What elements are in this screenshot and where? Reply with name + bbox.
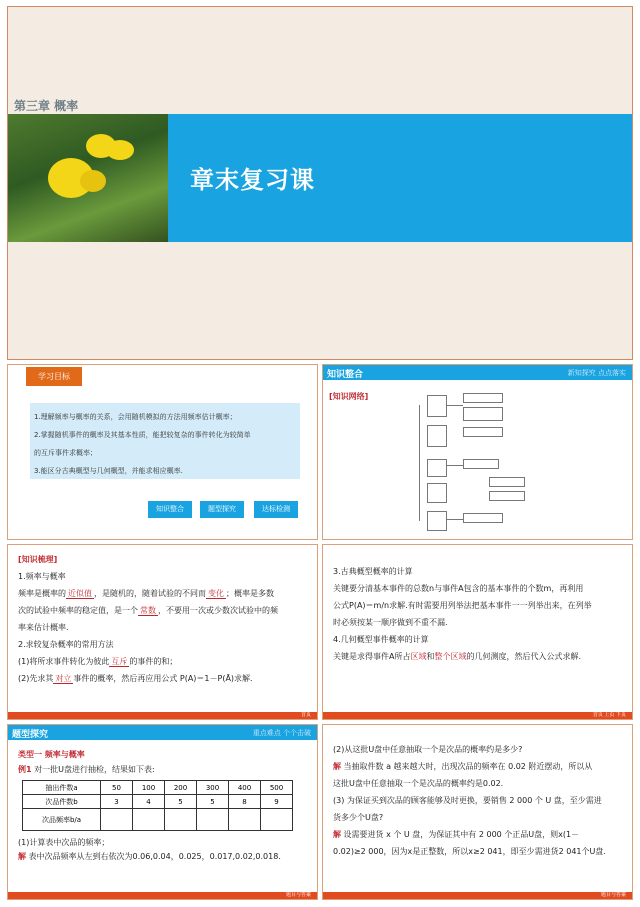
- footer-bar: [8, 712, 317, 719]
- goal-item: 1.理解频率与概率的关系，会用随机模拟的方法用频率估计概率；: [34, 413, 237, 421]
- section-bar: [323, 365, 632, 380]
- heading-3: 3.古典概型概率的计算: [333, 567, 413, 576]
- answer-3-line: 解 设需要进货 x 个 U 盘，为保证其中有 2 000 个正品U盘，则x(1－: [333, 830, 580, 839]
- knowledge-network-slide: [322, 364, 633, 540]
- answer-2-line: 这批U盘中任意抽取一个是次品的概率约是0.02.: [333, 779, 504, 788]
- section-bar: [8, 725, 317, 740]
- paragraph-line: 时必须按某一顺序做到不重不漏.: [333, 618, 448, 627]
- paragraph-line: (1)将所求事件转化为彼此 互斥 的事件的和；: [18, 657, 178, 666]
- title-band: [168, 114, 633, 242]
- footer-bar: [8, 892, 317, 899]
- heading-4: 4.几何概型事件概率的计算: [333, 635, 429, 644]
- table-row: 次品频率b/a: [23, 809, 293, 831]
- bar-subtitle: 新知探究 点点落实: [567, 369, 626, 377]
- summary-label: [知识梳理]: [18, 555, 58, 564]
- goal-item: 3.能区分古典概型与几何概型，并能求相应概率.: [34, 467, 183, 475]
- question-3-line: 货多少个U盘?: [333, 813, 384, 822]
- table-row: 抽出件数a 50 100 200 300 400 500: [23, 781, 293, 795]
- paragraph-line: 公式P(A)＝m/n求解.有时需要用列举法把基本事件一一列举出来，在列举: [333, 601, 592, 610]
- paragraph-line: 次的试验中频率的稳定值，是一个 常数 ，不要用一次或少数次试验中的频: [18, 606, 278, 615]
- example-text: 例1 对一批U盘进行抽检，结果如下表:: [18, 765, 155, 774]
- table-row: 次品件数b 3 4 5 5 8 9: [23, 795, 293, 809]
- flower-photo: [8, 114, 168, 242]
- test-button[interactable]: 达标检测: [254, 501, 298, 518]
- bar-title: 知识整合: [327, 370, 364, 380]
- knowledge-summary-slide: [7, 544, 318, 720]
- answer-2-line: 解 当抽取件数 a 越来越大时，出现次品的频率在 0.02 附近摆动，所以从: [333, 762, 593, 771]
- chapter-label: 第三章 概率: [14, 99, 79, 113]
- footer-nav[interactable]: 首页: [300, 712, 311, 718]
- goal-item: 2.掌握随机事件的概率及其基本性质，能把较复杂的事件转化为较简单: [34, 431, 251, 439]
- goals-slide: [7, 364, 318, 540]
- footer-nav[interactable]: 题目与答案: [285, 892, 311, 898]
- paragraph-line: 关键要分清基本事件的总数n与事件A包含的基本事件的个数m，再利用: [333, 584, 584, 593]
- question-1: (1)计算表中次品的频率；: [18, 838, 110, 847]
- data-table: [22, 780, 293, 831]
- paragraph-line: 频率是概率的 近似值 ，是随机的，随着试验的不同而 变化 ；概率是多数: [18, 589, 274, 598]
- question-2: (2)从这批U盘中任意抽取一个是次品的概率约是多少?: [333, 745, 523, 754]
- bar-title: 题型探究: [12, 730, 49, 740]
- title-slide: [7, 6, 633, 360]
- bar-subtitle: 重点难点 个个击破: [252, 729, 311, 737]
- goals-box: [30, 403, 300, 479]
- heading-2: 2.求较复杂概率的常用方法: [18, 640, 114, 649]
- slide-title: 章末复习课: [190, 166, 315, 194]
- answer-1: 解 表中次品频率从左到右依次为0.06,0.04，0.025，0.017,0.02,0.018.: [18, 852, 281, 861]
- type-heading: 类型一 频率与概率: [18, 750, 85, 759]
- paragraph-line: (2)先求其 对立 事件的概率，然后再应用公式 P(A)＝1－P(Ā)求解.: [18, 674, 253, 683]
- classical-probability-slide: [322, 544, 633, 720]
- footer-bar: [323, 712, 632, 719]
- paragraph-line: 率来估计概率.: [18, 623, 69, 632]
- footer-nav[interactable]: 题目与答案: [600, 892, 626, 898]
- footer-bar: [323, 892, 632, 899]
- paragraph-line: 关键是求得事件A所占区域和整个区域的几何测度，然后代入公式求解.: [333, 652, 582, 661]
- network-label: [知识网络]: [329, 392, 369, 401]
- example-slide: [7, 724, 318, 900]
- question-3: (3) 为保证买到次品的顾客能够及时更换，要销售 2 000 个 U 盘，至少需进: [333, 796, 602, 805]
- explore-button[interactable]: 题型探究: [200, 501, 244, 518]
- answer-3-line: 0.02)≥2 000，因为x是正整数，所以x≥2 041，即至少需进货2 041个U盘.: [333, 847, 606, 856]
- goal-item: 的互斥事件求概率；: [34, 449, 97, 457]
- heading-1: 1.频率与概率: [18, 572, 66, 581]
- answer-slide: [322, 724, 633, 900]
- footer-nav[interactable]: 首页 上页 下页: [592, 712, 626, 718]
- knowledge-button[interactable]: 知识整合: [148, 501, 192, 518]
- section-tag: 学习目标: [26, 367, 82, 386]
